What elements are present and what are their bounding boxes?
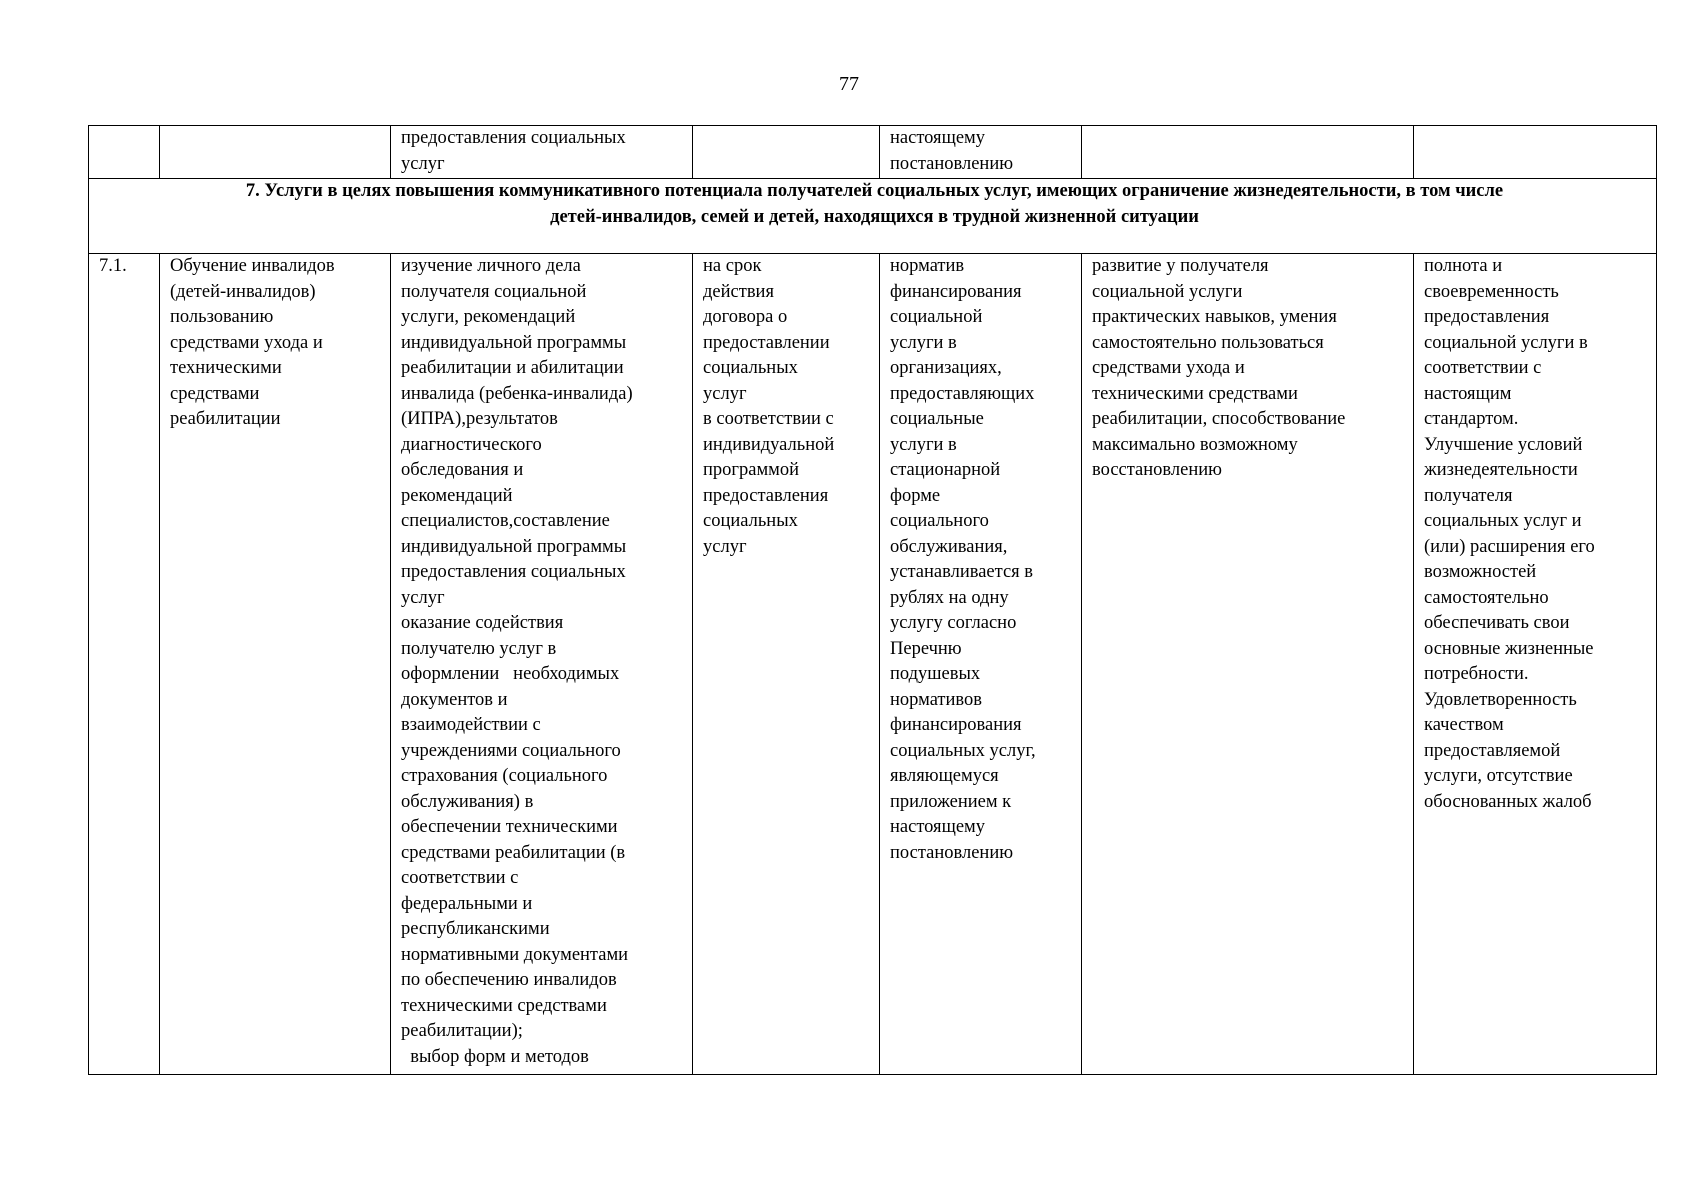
cell-line: выбор форм и методов [401, 1046, 589, 1067]
cell-line: Обучение инвалидов [170, 256, 335, 276]
cell-line: республиканскими [401, 919, 550, 939]
cell-line: социальных услуг, [890, 740, 1036, 761]
cell-line: реабилитации); [401, 1021, 523, 1041]
cell-line: нормативов [890, 689, 983, 710]
cont-cell-financing [880, 126, 1082, 179]
cell-line: социальные [890, 409, 984, 429]
cell-line: оказание содействия [401, 613, 564, 633]
cell-line: (или) расширения его [1424, 536, 1595, 557]
cell-line: договора о [703, 307, 788, 327]
cell-line: программой [703, 460, 800, 480]
cell-line: по обеспечению инвалидов [401, 970, 617, 990]
cell-line: рекомендаций [401, 485, 513, 506]
cell-line: самостоятельно [1424, 587, 1549, 608]
cont-cell-number [89, 126, 160, 179]
cell-line: реабилитации [170, 409, 281, 429]
cell-line: страхования (социального [401, 766, 608, 786]
cell-line: возможностей [1424, 562, 1537, 582]
cell-line: настоящим [1424, 383, 1512, 404]
cell-line: настоящему [890, 817, 985, 837]
cell-line: средствами ухода и [1092, 358, 1245, 378]
cell-line: предоставления социальных [401, 562, 626, 582]
cell-line: получателя социальной [401, 281, 587, 302]
cell-line: приложением к [890, 791, 1012, 812]
cell-line: предоставления [703, 485, 829, 506]
cont-cell-quality [1414, 126, 1657, 179]
cell-line: на срок [703, 256, 762, 276]
cell-line: услуги в [890, 332, 957, 353]
cont-cell-term [693, 126, 880, 179]
cell-line: предоставления [1424, 307, 1550, 327]
cell-line: социальных услуг и [1424, 511, 1582, 531]
cell-line: обслуживания) в [401, 791, 534, 812]
service-term [693, 254, 880, 1075]
cell-line: услуг [703, 383, 747, 404]
cell-line: предоставляемой [1424, 740, 1561, 761]
cell-line: стандартом. [1424, 409, 1519, 429]
service-financing [880, 254, 1082, 1075]
cell-line: самостоятельно пользоваться [1092, 332, 1324, 353]
cell-line: соответствии с [401, 868, 519, 888]
cell-line: услуг [401, 587, 445, 608]
cell-line: социальных [703, 511, 798, 531]
cell-line: социального [890, 511, 989, 531]
cell-line: (детей-инвалидов) [170, 281, 316, 302]
cell-line: услуги, рекомендаций [401, 307, 576, 327]
cell-line: техническими [170, 358, 282, 378]
cell-line: инвалида (ребенка-инвалида) [401, 383, 633, 404]
cell-line: взаимодействии с [401, 715, 541, 735]
cell-line: реабилитации, способствование [1092, 409, 1346, 429]
cell-line: индивидуальной программы [401, 332, 627, 353]
cell-line: обоснованных жалоб [1424, 791, 1592, 812]
cell-line: реабилитации и абилитации [401, 358, 624, 378]
cell-line: подушевых [890, 664, 981, 684]
cell-line: (ИПРА),результатов [401, 409, 558, 429]
cell-line: услуги в [890, 434, 957, 455]
cell-line: учреждениями социального [401, 740, 621, 761]
cell-line: специалистов,составление [401, 511, 610, 531]
service-result [1082, 254, 1414, 1075]
cont-cell-result [1082, 126, 1414, 179]
cell-line: основные жизненные [1424, 638, 1594, 659]
cell-line: социальной услуги в [1424, 332, 1588, 353]
cell-line: изучение личного дела [401, 256, 581, 276]
cell-line: обследования и [401, 460, 524, 480]
service-quality [1414, 254, 1657, 1075]
cell-line: средствами ухода и [170, 332, 323, 353]
cell-line: услугу согласно [890, 613, 1017, 633]
cont-cell-description [391, 126, 693, 179]
cell-line: получателю услуг в [401, 638, 557, 659]
cell-line: Удовлетворенность [1424, 689, 1577, 710]
cell-line: финансирования [890, 281, 1022, 302]
cell-line: социальной услуги [1092, 281, 1243, 302]
cell-line: услуг [703, 536, 747, 557]
cell-line: устанавливается в [890, 562, 1034, 582]
cell-line: обслуживания, [890, 536, 1008, 557]
section-heading-line-2: детей-инвалидов, семей и детей, находящихся в трудной жизненной ситуации [550, 206, 1199, 227]
service-name [160, 254, 391, 1075]
cell-line: индивидуальной [703, 434, 835, 455]
cell-line: предоставляющих [890, 383, 1035, 404]
section-heading-row [89, 179, 1657, 254]
cell-line: соответствии с [1424, 358, 1542, 378]
section-heading-line-1: 7. Услуги в целях повышения коммуникативного потенциала получателей социальных услуг, имеющих ограничение жизнедеятельности, в том числе [245, 181, 1504, 201]
cell-line: индивидуальной программы [401, 536, 627, 557]
service-number: 7.1. [89, 254, 160, 1075]
cell-line: предоставлении [703, 332, 830, 353]
cell-line: организациях, [890, 358, 1002, 378]
cell-line: являющемуся [890, 766, 999, 786]
cell-line: максимально возможному [1092, 434, 1298, 455]
service-description [391, 254, 693, 1075]
cell-line: обеспечении техническими [401, 817, 618, 837]
cell-line: действия [703, 281, 774, 302]
cont-cell-name [160, 126, 391, 179]
cell-line: предоставления социальных [401, 128, 626, 148]
cell-line: федеральными и [401, 893, 533, 914]
cell-line: социальной [890, 307, 983, 327]
standard-table [88, 125, 1657, 1075]
cell-line: стационарной [890, 460, 1001, 480]
cell-line: развитие у получателя [1092, 256, 1269, 276]
cell-line: в соответствии с [703, 409, 834, 429]
cell-line: обеспечивать свои [1424, 613, 1570, 633]
cell-line: рублях на одну [890, 587, 1009, 608]
cell-line: практических навыков, умения [1092, 307, 1337, 327]
service-row [89, 254, 1657, 1075]
cell-line: форме [890, 485, 941, 506]
cell-line: восстановлению [1092, 460, 1222, 480]
cell-line: оформлении необходимых [401, 664, 620, 684]
cell-line: документов и [401, 689, 508, 710]
cell-line: Улучшение условий [1424, 434, 1583, 455]
cell-line: услуг [401, 153, 445, 174]
cell-line: постановлению [890, 153, 1014, 174]
cell-line: техническими средствами [1092, 383, 1298, 404]
cell-line: своевременность [1424, 281, 1559, 302]
cell-line: средствами [170, 383, 260, 404]
cell-line: Перечню [890, 638, 962, 659]
continuation-row [89, 126, 1657, 179]
cell-line: средствами реабилитации (в [401, 842, 626, 863]
cell-line: получателя [1424, 485, 1513, 506]
cell-line: техническими средствами [401, 995, 607, 1016]
cell-line: жизнедеятельности [1424, 460, 1578, 480]
cell-line: полнота и [1424, 256, 1503, 276]
cell-line: пользованию [170, 307, 274, 327]
cell-line: потребности. [1424, 664, 1529, 684]
cell-line: настоящему [890, 128, 985, 148]
cell-line: нормативными документами [401, 944, 629, 965]
cell-line: диагностического [401, 434, 542, 455]
cell-line: качеством [1424, 715, 1504, 735]
section-heading [89, 179, 1657, 254]
cell-line: постановлению [890, 842, 1014, 863]
page-number: 77 [839, 73, 859, 95]
cell-line: норматив [890, 256, 965, 276]
cell-line: социальных [703, 358, 798, 378]
cell-line: услуги, отсутствие [1424, 766, 1573, 786]
cell-line: финансирования [890, 715, 1022, 735]
